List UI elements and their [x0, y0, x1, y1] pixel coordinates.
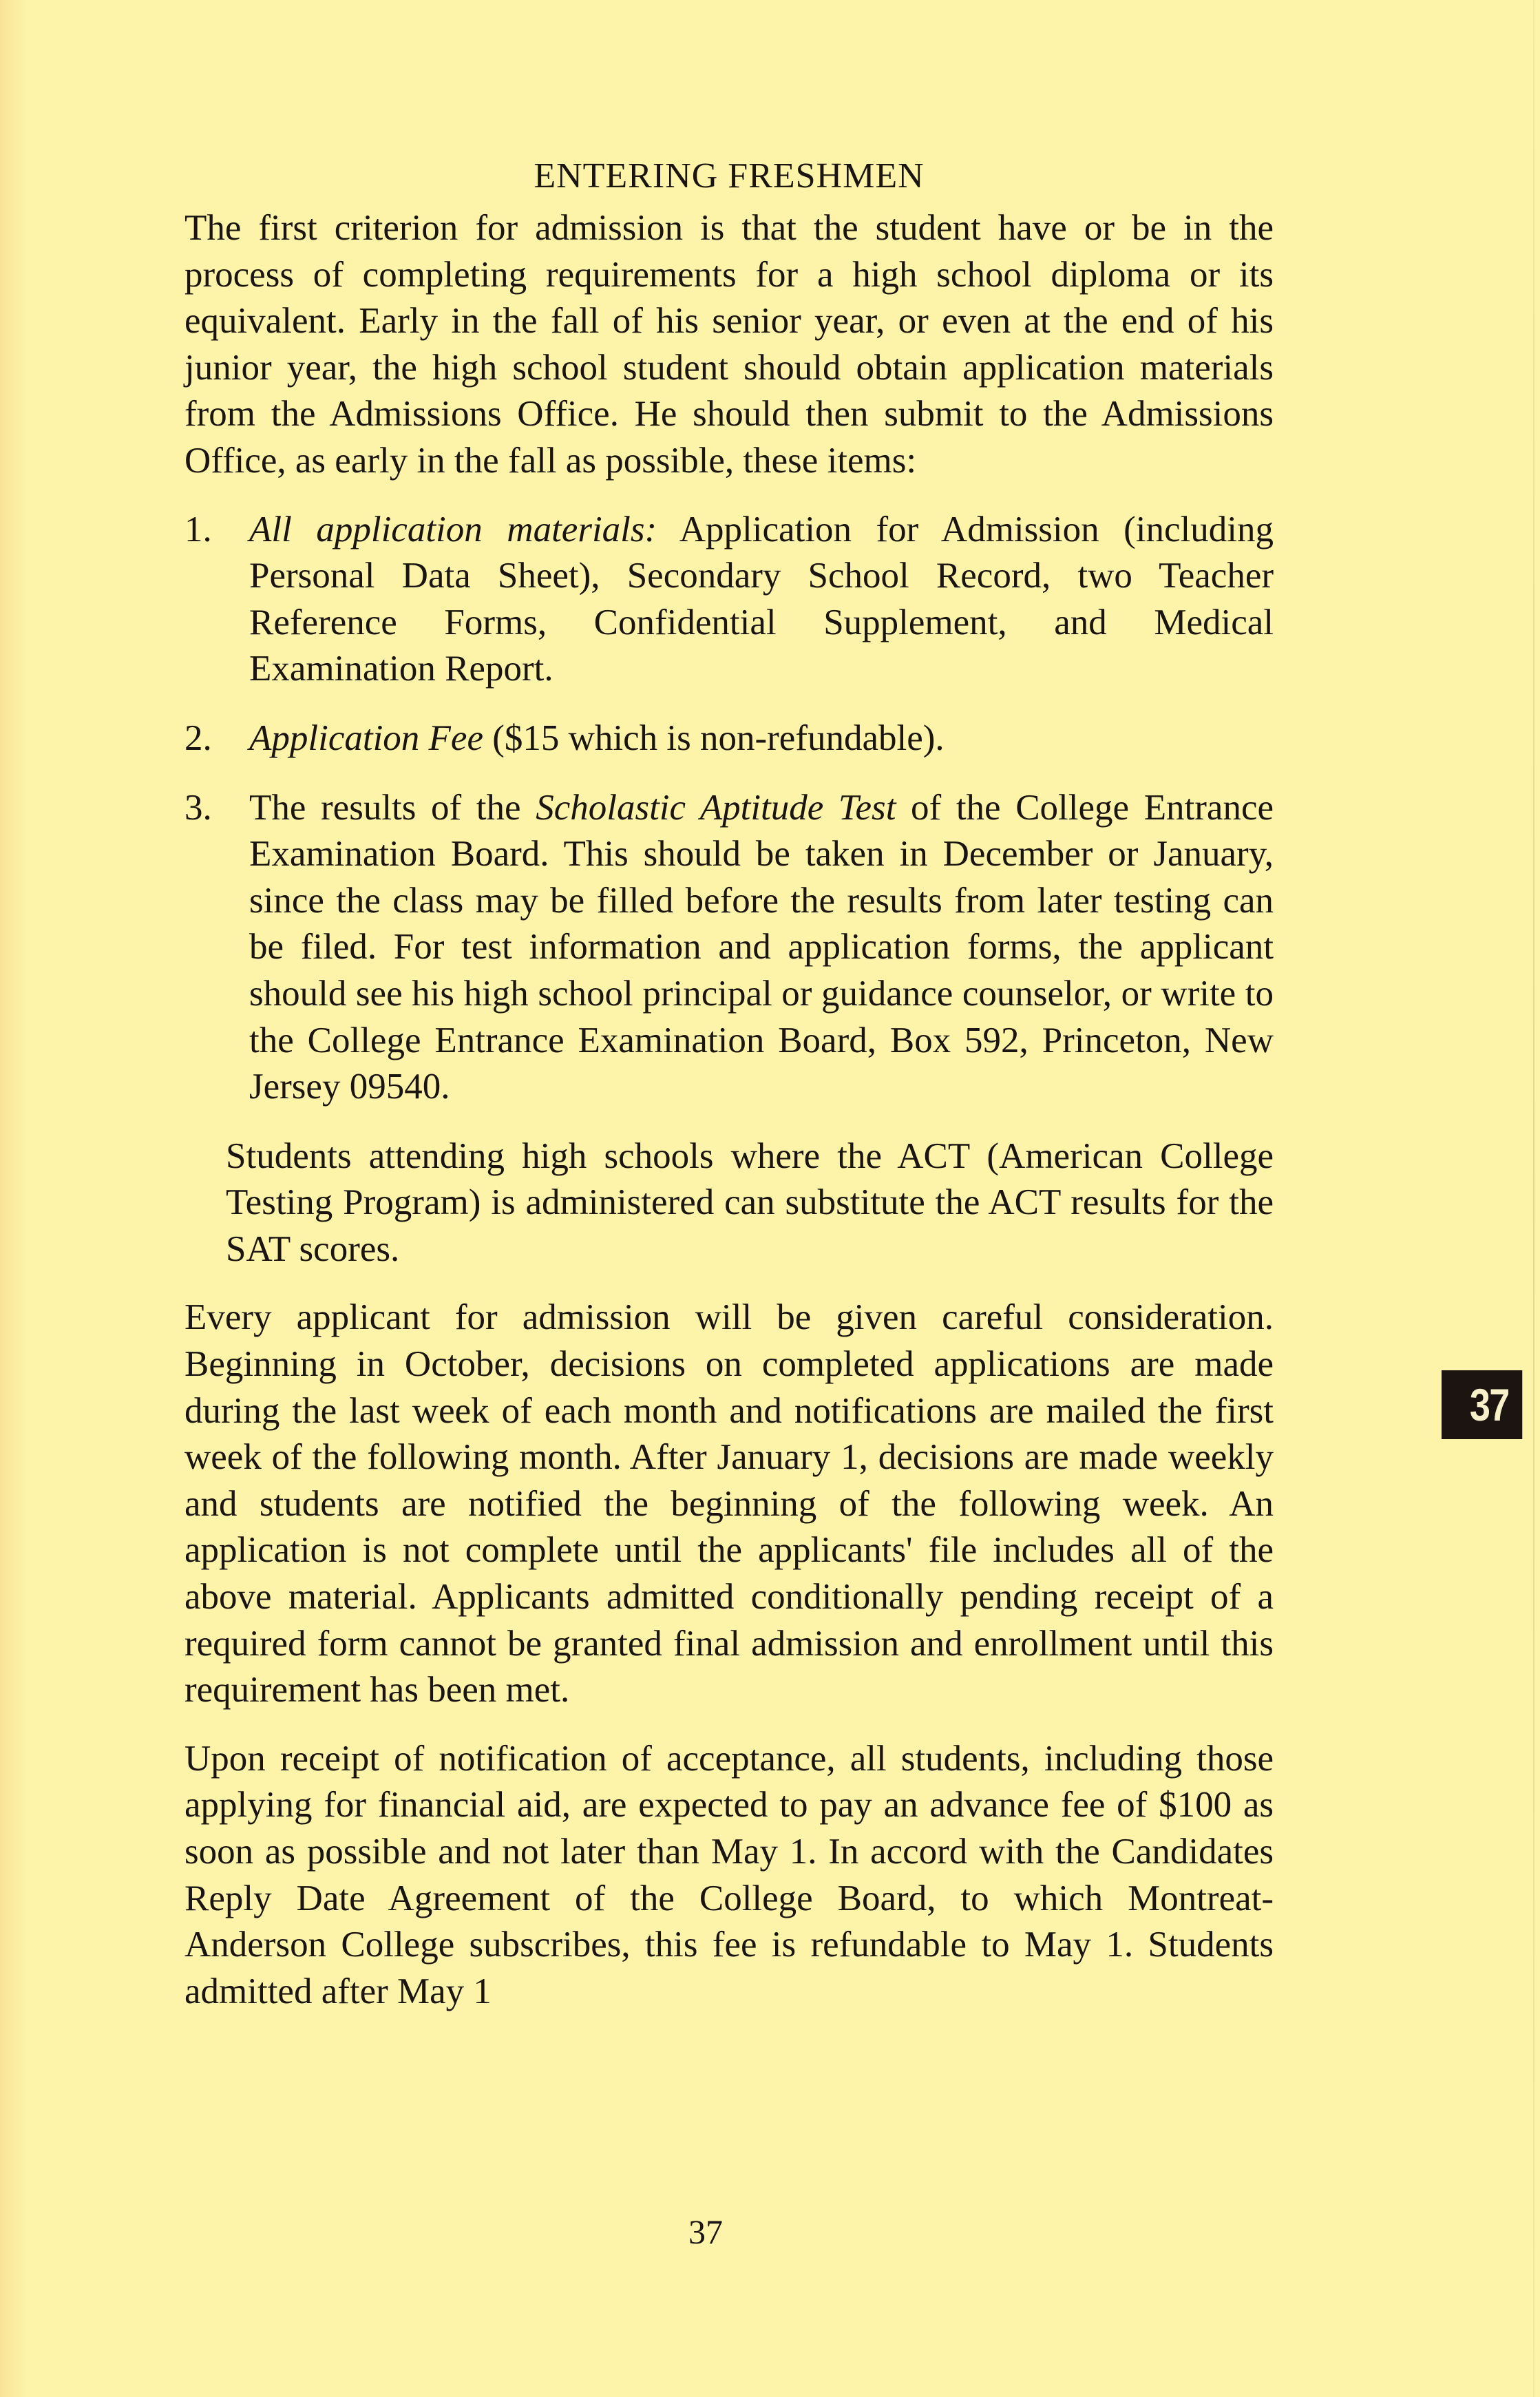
act-substitution-note: Students attending high schools where the ACT (American College Testing Program) is administered can substitute the ACT results for the SAT scores.	[226, 1135, 1274, 1269]
list-item-number: 3.	[184, 787, 212, 828]
list-item-italic-lead: Application Fee	[249, 718, 483, 758]
list-item-text-after: of the College Entrance Examination Board. This should be taken in December or January, since the class may be filled before the results from later testing can be filed. For test information and application forms, the applicant should see his high school principal or guidance counselor, or write to the College Entrance Examination Board, Box 592, Princeton, New Jersey 09540.	[249, 787, 1274, 1107]
page-number: 37	[688, 2212, 723, 2251]
intro-paragraph: The first criterion for admission is that the student have or be in the process of completing requirements for a high school diploma or its equivalent. Early in the fall of his senior year, or even at the end of his junior year, the high school student should obtain application materials from the Admissions Office. He should then submit to the Admissions Office, as early in the fall as possible, these items:	[184, 208, 1274, 481]
list-item-italic-title: Scholastic Aptitude Test	[536, 787, 896, 828]
list-item-number: 2.	[184, 718, 212, 758]
list-item	[184, 715, 1274, 762]
list-item-text: ($15 which is non-refundable).	[483, 718, 945, 758]
list-item-italic-lead: All application materials:	[249, 509, 657, 549]
requirements-list	[184, 507, 1274, 1111]
consideration-paragraph: Every applicant for admission will be given careful consideration. Beginning in October, decisions on completed applications are made during the last week of each month and notifications are mailed the first week of the following month. After January 1, decisions are made weekly and students are notified the beginning of the following week. An application is not complete until the applicants' file includes all of the above material. Applicants admitted conditionally pending receipt of a required form cannot be granted final admission and enrollment until this requirement has been met.	[184, 1297, 1274, 1710]
text-column	[184, 153, 1274, 2037]
list-item-text: Application for Admission (including Personal Data Sheet), Secondary School Record, two Teacher Reference Forms, Confidential Supplement, and Medical Examination Report.	[249, 509, 1274, 689]
page-edge	[1533, 0, 1534, 2397]
acceptance-paragraph: Upon receipt of notification of acceptance, all students, including those applying for financial aid, are expected to pay an advance fee of $100 as soon as possible and not later than May 1. In accord with the Candidates Reply Date Agreement of the College Board, to which Montreat-Anderson College subscribes, this fee is refundable to May 1. Students admitted after May 1	[184, 1738, 1274, 2011]
page-title: ENTERING FRESHMEN	[534, 156, 925, 196]
page-gutter-shade	[0, 0, 28, 2397]
list-item-text-before: The results of the	[249, 787, 536, 828]
list-item	[184, 507, 1274, 693]
section-thumb-tab: 37	[1442, 1370, 1522, 1439]
list-item	[184, 785, 1274, 1111]
list-item-number: 1.	[184, 509, 212, 549]
